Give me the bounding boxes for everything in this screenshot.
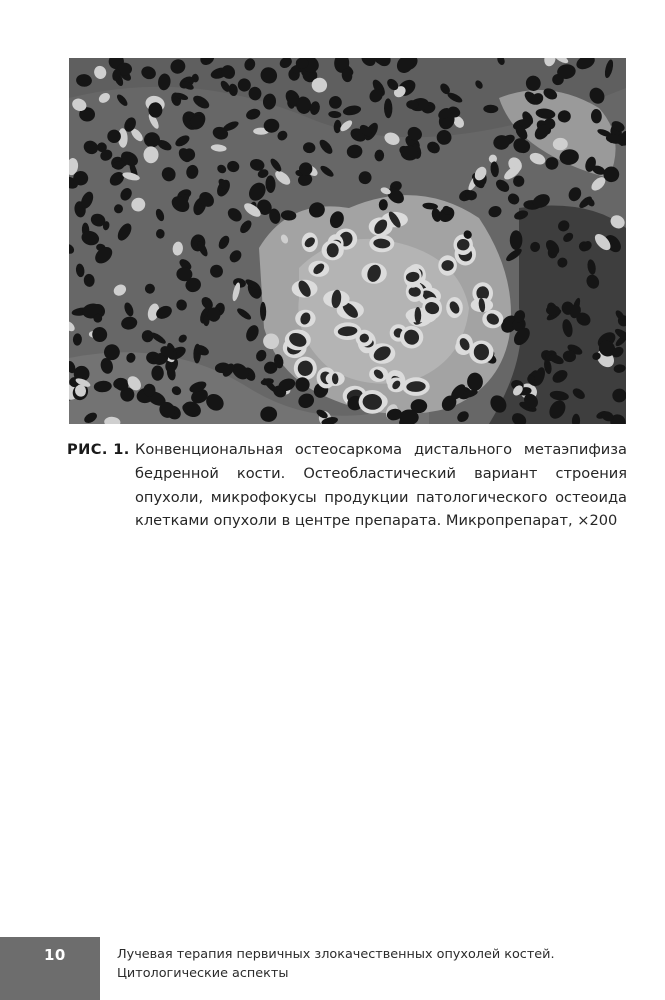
running-title-line-2: Цитологические аспекты <box>117 966 289 981</box>
micrograph-image <box>69 58 626 424</box>
running-title-line-1: Лучевая терапия первичных злокачественных опухолей костей. <box>117 947 555 962</box>
cell-nucleus <box>510 230 523 250</box>
cell-nucleus <box>296 58 309 69</box>
page-number: 10 <box>44 946 66 964</box>
cell-nucleus <box>264 119 280 133</box>
figure-caption-text: Конвенциональная остеосаркома дистального метаэпифиза бедренной кости. Остеобластический вариант строения опухоли, микрофокусы продукции патологического остеоида клетками опухоли в центре препарата. Микропрепарат, ×200 <box>135 441 627 530</box>
cell-nucleus <box>151 366 163 381</box>
figure-caption <box>67 438 627 533</box>
figure-label: РИС. 1. <box>67 441 130 458</box>
micrograph-figure <box>69 58 626 424</box>
running-title <box>117 945 637 983</box>
cell-nucleus <box>489 155 497 163</box>
cell-nucleus <box>474 344 489 360</box>
